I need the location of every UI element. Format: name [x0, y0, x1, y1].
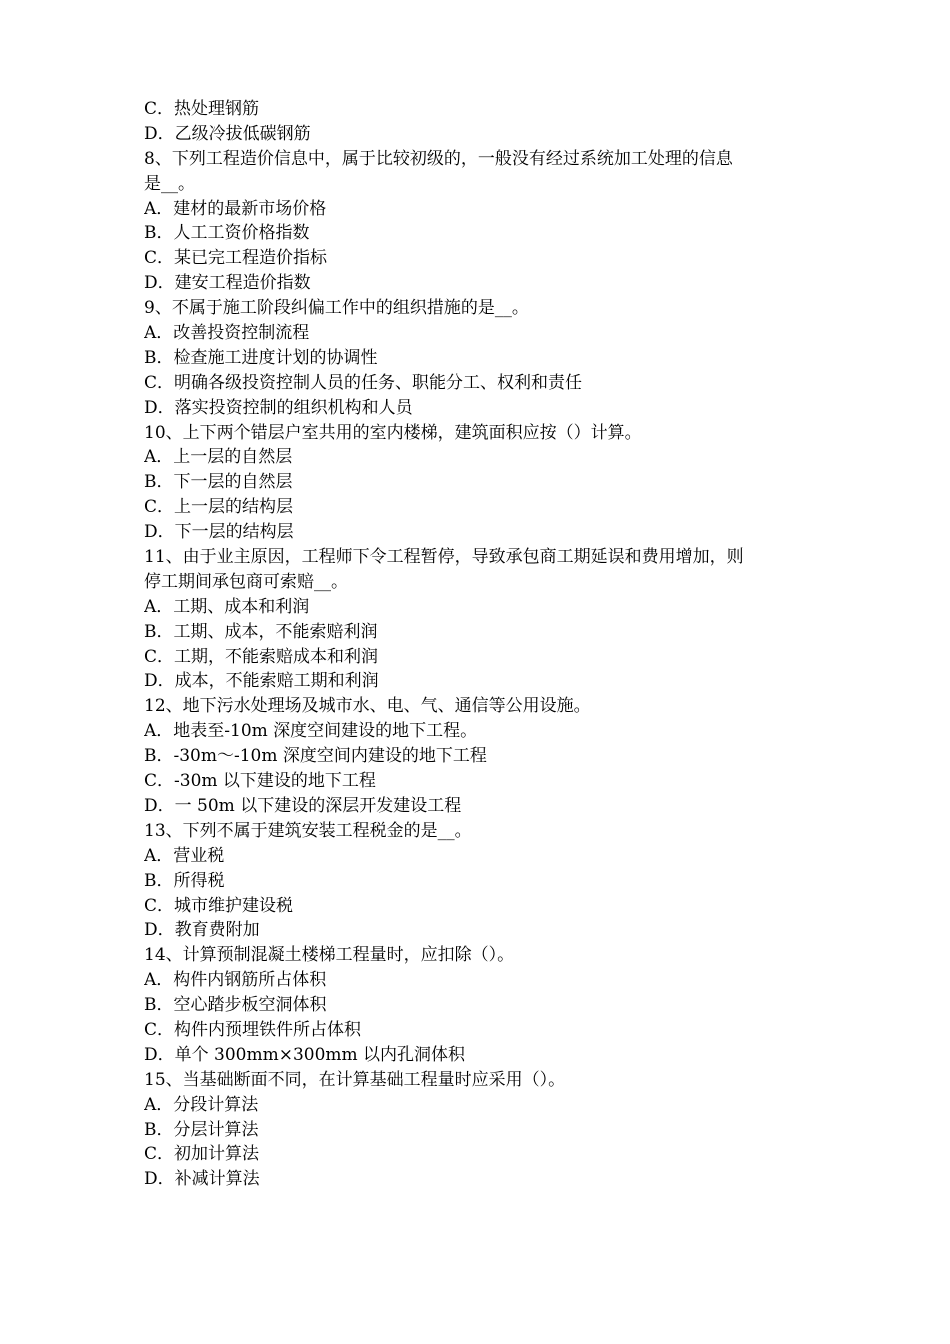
question-14-option-d: D．单个 300mm×300mm 以内孔洞体积 [144, 1044, 466, 1065]
question-11-option-c: C．工期，不能索赔成本和利润 [144, 646, 379, 667]
option-d-line: D．乙级冷拔低碳钢筋 [144, 123, 311, 144]
question-10-option-b: B．下一层的自然层 [144, 472, 293, 493]
question-15-option-a: A．分段计算法 [144, 1094, 259, 1115]
question-14-option-b: B．空心踏步板空洞体积 [144, 995, 327, 1016]
question-10-line: 10、上下两个错层户室共用的室内楼梯，建筑面积应按（）计算。 [144, 422, 642, 443]
question-8-option-d: D．建安工程造价指数 [144, 273, 311, 294]
question-9-option-c: C．明确各级投资控制人员的任务、职能分工、权利和责任 [144, 372, 583, 393]
question-13-option-a: A．营业税 [144, 845, 225, 866]
question-8-line: 8、下列工程造价信息中，属于比较初级的，一般没有经过系统加工处理的信息 [144, 148, 733, 169]
question-15-option-d: D．补减计算法 [144, 1169, 260, 1190]
question-12-line: 12、地下污水处理场及城市水、电、气、通信等公用设施。 [144, 696, 591, 717]
question-10-option-a: A．上一层的自然层 [144, 447, 293, 468]
question-12-option-a: A．地表至-10m 深度空间建设的地下工程。 [144, 721, 478, 742]
question-12-option-b: B．-30m～-10m 深度空间内建设的地下工程 [144, 746, 487, 767]
question-12-option-c: C．-30m 以下建设的地下工程 [144, 771, 376, 792]
question-9-line: 9、不属于施工阶段纠偏工作中的组织措施的是__。 [144, 298, 529, 319]
question-15-line: 15、当基础断面不同，在计算基础工程量时应采用（）。 [144, 1069, 566, 1090]
question-10-option-d: D．下一层的结构层 [144, 522, 294, 543]
question-13-line: 13、下列不属于建筑安装工程税金的是__。 [144, 820, 472, 841]
question-11-option-b: B．工期、成本，不能索赔利润 [144, 621, 378, 642]
question-15-option-c: C．初加计算法 [144, 1144, 260, 1165]
question-8-option-b: B．人工工资价格指数 [144, 223, 310, 244]
question-14-line: 14、计算预制混凝土楼梯工程量时，应扣除（）。 [144, 945, 515, 966]
question-15-option-b: B．分层计算法 [144, 1119, 259, 1140]
question-8-line-cont: 是__。 [144, 173, 195, 194]
question-13-option-c: C．城市维护建设税 [144, 895, 294, 916]
question-10-option-c: C．上一层的结构层 [144, 497, 294, 518]
question-11-option-a: A．工期、成本和利润 [144, 596, 310, 617]
question-9-option-a: A．改善投资控制流程 [144, 323, 310, 344]
question-9-option-b: B．检查施工进度计划的协调性 [144, 347, 378, 368]
question-13-option-b: B．所得税 [144, 870, 225, 891]
question-13-option-d: D．教育费附加 [144, 920, 260, 941]
document-page [144, 97, 824, 1192]
question-11-line-cont: 停工期间承包商可索赔__。 [144, 571, 348, 592]
question-9-option-d: D．落实投资控制的组织机构和人员 [144, 397, 413, 418]
option-c-line: C．热处理钢筋 [144, 99, 260, 119]
question-12-option-d: D．一 50m 以下建设的深层开发建设工程 [144, 795, 462, 816]
question-14-option-a: A．构件内钢筋所占体积 [144, 970, 327, 991]
question-11-line: 11、由于业主原因，工程师下令工程暂停，导致承包商工期延误和费用增加，则 [144, 547, 744, 568]
question-11-option-d: D．成本，不能索赔工期和利润 [144, 671, 379, 692]
question-14-option-c: C．构件内预埋铁件所占体积 [144, 1019, 362, 1040]
question-8-option-c: C．某已完工程造价指标 [144, 248, 328, 269]
question-8-option-a: A．建材的最新市场价格 [144, 198, 327, 219]
